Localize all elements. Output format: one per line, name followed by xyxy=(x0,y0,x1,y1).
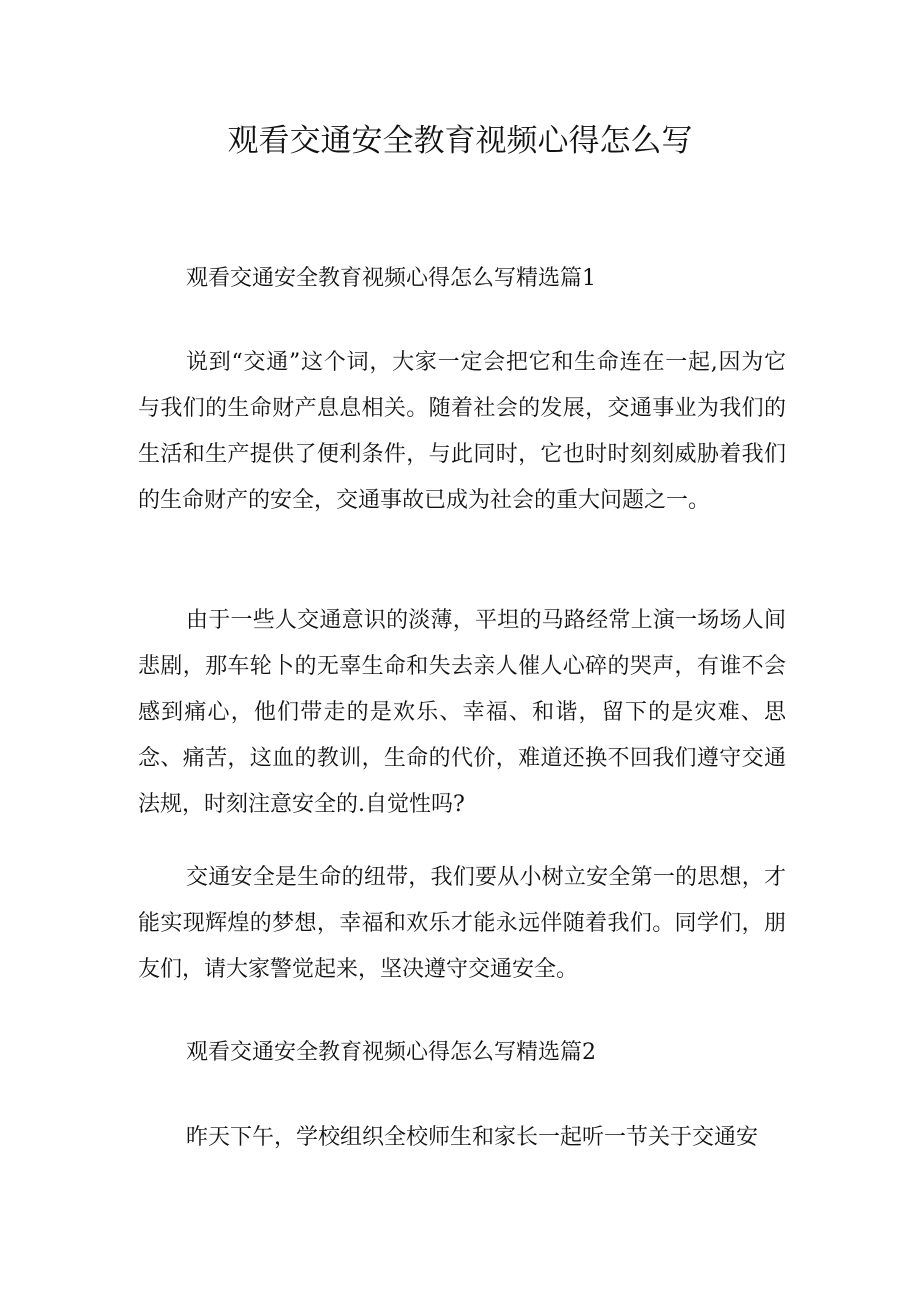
section-heading-1: 观看交通安全教育视频心得怎么写精选篇1 xyxy=(186,266,596,291)
paragraph-1: 说到“交通”这个词，大家一定会把它和生命连在一起,因为它与我们的生命财产息息相关。随着社会的发展，交通事业为我们的生活和生产提供了便利条件，与此同时，它也时时刻刻威胁着我们的生命财产的安全，交通事故已成为社会的重大问题之一。 xyxy=(138,350,786,513)
document-title: 观看交通安全教育视频心得怎么写 xyxy=(227,123,693,159)
section-heading-2: 观看交通安全教育视频心得怎么写精选篇2 xyxy=(186,1040,596,1065)
paragraph-3: 交通安全是生命的纽带，我们要从小树立安全第一的思想，才能实现辉煌的梦想，幸福和欢乐才能永远伴随着我们。同学们，朋友们，请大家警觉起来，坚决遵守交通安全。 xyxy=(138,865,786,982)
paragraph-4: 昨天下午，学校组织全校师生和家长一起听一节关于交通安 xyxy=(186,1125,759,1150)
paragraph-2: 由于一些人交通意识的淡薄，平坦的马路经常上演一场场人间悲剧，那车轮卜的无辜生命和失去亲人催人心碎的哭声，有谁不会感到痛心，他们带走的是欢乐、幸福、和谐，留下的是灾难、思念、痛苦，这血的教训，生命的代价，难道还换不回我们遵守交通法规，时刻注意安全的.自觉性吗? xyxy=(138,608,786,817)
